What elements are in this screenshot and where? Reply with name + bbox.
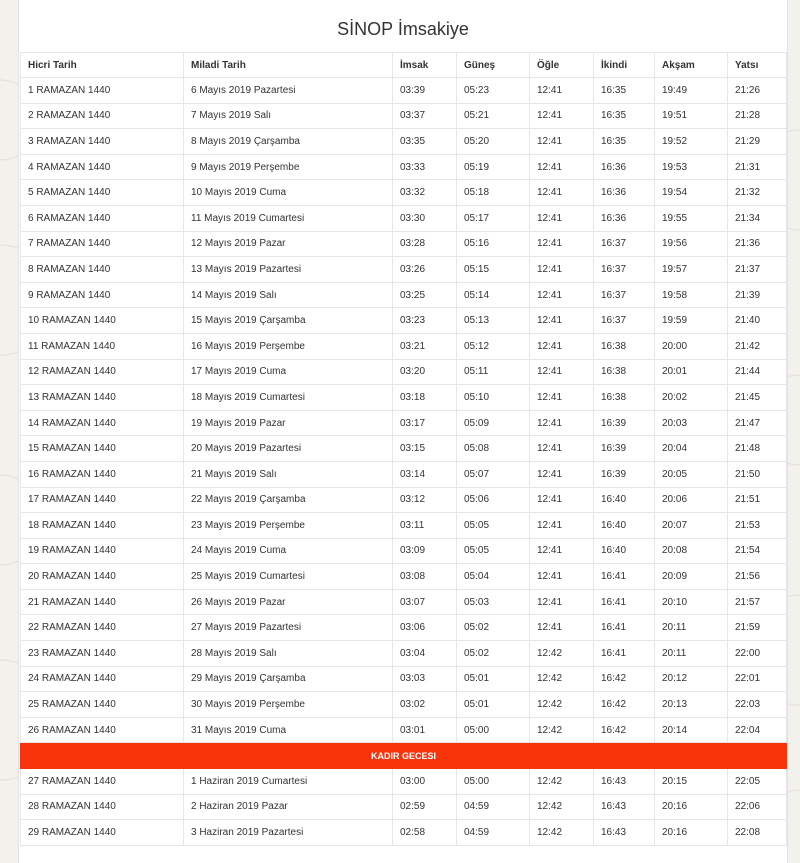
hicri-tarih-cell: 1 RAMAZAN 1440 [21, 78, 184, 104]
ikindi-cell: 16:40 [594, 513, 655, 539]
yatsi-cell: 21:54 [728, 538, 787, 564]
yatsi-cell: 21:40 [728, 308, 787, 334]
aksam-cell: 19:58 [655, 282, 728, 308]
hicri-tarih-cell: 16 RAMAZAN 1440 [21, 461, 184, 487]
gunes-cell: 04:59 [457, 820, 530, 846]
table-row [21, 513, 787, 539]
ikindi-cell: 16:43 [594, 769, 655, 795]
miladi-tarih-cell: 27 Mayıs 2019 Pazartesi [184, 615, 393, 641]
aksam-cell: 20:09 [655, 564, 728, 590]
hicri-tarih-cell: 5 RAMAZAN 1440 [21, 180, 184, 206]
imsakiye-panel [18, 0, 788, 863]
gunes-cell: 05:00 [457, 717, 530, 743]
kadir-gecesi-label: KADIR GECESI [21, 743, 787, 769]
ikindi-cell: 16:36 [594, 180, 655, 206]
gunes-cell: 05:03 [457, 589, 530, 615]
imsak-cell: 02:59 [393, 794, 457, 820]
ogle-cell: 12:41 [530, 78, 594, 104]
miladi-tarih-cell: 30 Mayıs 2019 Perşembe [184, 692, 393, 718]
ikindi-cell: 16:40 [594, 538, 655, 564]
table-row [21, 257, 787, 283]
aksam-cell: 20:13 [655, 692, 728, 718]
gunes-cell: 05:15 [457, 257, 530, 283]
ogle-cell: 12:41 [530, 205, 594, 231]
page-title: SİNOP İmsakiye [337, 19, 469, 39]
miladi-tarih-cell: 2 Haziran 2019 Pazar [184, 794, 393, 820]
table-row [21, 359, 787, 385]
miladi-tarih-cell: 3 Haziran 2019 Pazartesi [184, 820, 393, 846]
hicri-tarih-cell: 4 RAMAZAN 1440 [21, 154, 184, 180]
ikindi-cell: 16:37 [594, 231, 655, 257]
table-row [21, 487, 787, 513]
table-header-row [21, 53, 787, 78]
yatsi-cell: 21:56 [728, 564, 787, 590]
yatsi-cell: 21:31 [728, 154, 787, 180]
hicri-tarih-cell: 19 RAMAZAN 1440 [21, 538, 184, 564]
imsak-cell: 03:14 [393, 461, 457, 487]
miladi-tarih-cell: 10 Mayıs 2019 Cuma [184, 180, 393, 206]
table-row [21, 794, 787, 820]
hicri-tarih-cell: 27 RAMAZAN 1440 [21, 769, 184, 795]
imsak-cell: 02:58 [393, 820, 457, 846]
miladi-tarih-cell: 9 Mayıs 2019 Perşembe [184, 154, 393, 180]
yatsi-cell: 21:37 [728, 257, 787, 283]
miladi-tarih-cell: 14 Mayıs 2019 Salı [184, 282, 393, 308]
gunes-cell: 05:05 [457, 513, 530, 539]
aksam-cell: 20:16 [655, 794, 728, 820]
yatsi-cell: 21:42 [728, 333, 787, 359]
yatsi-cell: 21:29 [728, 129, 787, 155]
gunes-cell: 05:09 [457, 410, 530, 436]
gunes-cell: 05:12 [457, 333, 530, 359]
ogle-cell: 12:42 [530, 641, 594, 667]
table-row [21, 282, 787, 308]
header-ikindi: İkindi [594, 53, 655, 78]
gunes-cell: 05:13 [457, 308, 530, 334]
header-ogle: Öğle [530, 53, 594, 78]
miladi-tarih-cell: 31 Mayıs 2019 Cuma [184, 717, 393, 743]
header-hicri-tarih: Hicri Tarih [21, 53, 184, 78]
imsakiye-table [20, 52, 787, 846]
yatsi-cell: 22:01 [728, 666, 787, 692]
table-row [21, 641, 787, 667]
miladi-tarih-cell: 8 Mayıs 2019 Çarşamba [184, 129, 393, 155]
kadir-section [21, 743, 787, 769]
hicri-tarih-cell: 12 RAMAZAN 1440 [21, 359, 184, 385]
hicri-tarih-cell: 23 RAMAZAN 1440 [21, 641, 184, 667]
imsak-cell: 03:17 [393, 410, 457, 436]
imsak-cell: 03:03 [393, 666, 457, 692]
table-row [21, 103, 787, 129]
yatsi-cell: 22:03 [728, 692, 787, 718]
miladi-tarih-cell: 7 Mayıs 2019 Salı [184, 103, 393, 129]
gunes-cell: 05:23 [457, 78, 530, 104]
hicri-tarih-cell: 18 RAMAZAN 1440 [21, 513, 184, 539]
imsak-cell: 03:00 [393, 769, 457, 795]
yatsi-cell: 22:08 [728, 820, 787, 846]
ikindi-cell: 16:36 [594, 205, 655, 231]
miladi-tarih-cell: 13 Mayıs 2019 Pazartesi [184, 257, 393, 283]
ikindi-cell: 16:39 [594, 410, 655, 436]
kadir-gecesi-row [21, 743, 787, 769]
gunes-cell: 05:06 [457, 487, 530, 513]
hicri-tarih-cell: 2 RAMAZAN 1440 [21, 103, 184, 129]
imsak-cell: 03:30 [393, 205, 457, 231]
yatsi-cell: 22:00 [728, 641, 787, 667]
hicri-tarih-cell: 10 RAMAZAN 1440 [21, 308, 184, 334]
imsak-cell: 03:39 [393, 78, 457, 104]
gunes-cell: 05:01 [457, 692, 530, 718]
hicri-tarih-cell: 7 RAMAZAN 1440 [21, 231, 184, 257]
yatsi-cell: 22:04 [728, 717, 787, 743]
hicri-tarih-cell: 24 RAMAZAN 1440 [21, 666, 184, 692]
gunes-cell: 05:21 [457, 103, 530, 129]
hicri-tarih-cell: 26 RAMAZAN 1440 [21, 717, 184, 743]
gunes-cell: 05:05 [457, 538, 530, 564]
hicri-tarih-cell: 29 RAMAZAN 1440 [21, 820, 184, 846]
hicri-tarih-cell: 13 RAMAZAN 1440 [21, 385, 184, 411]
ogle-cell: 12:42 [530, 717, 594, 743]
aksam-cell: 20:15 [655, 769, 728, 795]
gunes-cell: 05:02 [457, 615, 530, 641]
imsak-cell: 03:20 [393, 359, 457, 385]
ikindi-cell: 16:38 [594, 333, 655, 359]
hicri-tarih-cell: 8 RAMAZAN 1440 [21, 257, 184, 283]
ogle-cell: 12:41 [530, 333, 594, 359]
imsak-cell: 03:06 [393, 615, 457, 641]
yatsi-cell: 21:39 [728, 282, 787, 308]
miladi-tarih-cell: 11 Mayıs 2019 Cumartesi [184, 205, 393, 231]
header-imsak: İmsak [393, 53, 457, 78]
aksam-cell: 19:57 [655, 257, 728, 283]
ikindi-cell: 16:37 [594, 282, 655, 308]
ogle-cell: 12:41 [530, 257, 594, 283]
miladi-tarih-cell: 12 Mayıs 2019 Pazar [184, 231, 393, 257]
miladi-tarih-cell: 19 Mayıs 2019 Pazar [184, 410, 393, 436]
yatsi-cell: 22:05 [728, 769, 787, 795]
yatsi-cell: 21:36 [728, 231, 787, 257]
aksam-cell: 20:16 [655, 820, 728, 846]
yatsi-cell: 21:45 [728, 385, 787, 411]
ikindi-cell: 16:42 [594, 692, 655, 718]
ikindi-cell: 16:43 [594, 794, 655, 820]
miladi-tarih-cell: 18 Mayıs 2019 Cumartesi [184, 385, 393, 411]
ogle-cell: 12:42 [530, 692, 594, 718]
header-miladi-tarih: Miladi Tarih [184, 53, 393, 78]
yatsi-cell: 21:34 [728, 205, 787, 231]
hicri-tarih-cell: 28 RAMAZAN 1440 [21, 794, 184, 820]
aksam-cell: 19:52 [655, 129, 728, 155]
hicri-tarih-cell: 22 RAMAZAN 1440 [21, 615, 184, 641]
table-row [21, 666, 787, 692]
ogle-cell: 12:41 [530, 538, 594, 564]
ogle-cell: 12:41 [530, 513, 594, 539]
gunes-cell: 05:20 [457, 129, 530, 155]
ogle-cell: 12:41 [530, 589, 594, 615]
table-row [21, 589, 787, 615]
imsak-cell: 03:15 [393, 436, 457, 462]
miladi-tarih-cell: 17 Mayıs 2019 Cuma [184, 359, 393, 385]
gunes-cell: 05:14 [457, 282, 530, 308]
hicri-tarih-cell: 11 RAMAZAN 1440 [21, 333, 184, 359]
yatsi-cell: 21:32 [728, 180, 787, 206]
miladi-tarih-cell: 26 Mayıs 2019 Pazar [184, 589, 393, 615]
aksam-cell: 19:54 [655, 180, 728, 206]
aksam-cell: 20:05 [655, 461, 728, 487]
imsak-cell: 03:08 [393, 564, 457, 590]
gunes-cell: 05:19 [457, 154, 530, 180]
hicri-tarih-cell: 25 RAMAZAN 1440 [21, 692, 184, 718]
imsak-cell: 03:25 [393, 282, 457, 308]
table-row [21, 820, 787, 846]
table-row [21, 333, 787, 359]
hicri-tarih-cell: 6 RAMAZAN 1440 [21, 205, 184, 231]
aksam-cell: 19:53 [655, 154, 728, 180]
imsak-cell: 03:09 [393, 538, 457, 564]
imsak-cell: 03:04 [393, 641, 457, 667]
table-row [21, 231, 787, 257]
miladi-tarih-cell: 28 Mayıs 2019 Salı [184, 641, 393, 667]
ogle-cell: 12:41 [530, 564, 594, 590]
aksam-cell: 20:08 [655, 538, 728, 564]
yatsi-cell: 21:48 [728, 436, 787, 462]
imsak-cell: 03:11 [393, 513, 457, 539]
ikindi-cell: 16:40 [594, 487, 655, 513]
ogle-cell: 12:41 [530, 129, 594, 155]
ikindi-cell: 16:42 [594, 717, 655, 743]
ogle-cell: 12:42 [530, 769, 594, 795]
miladi-tarih-cell: 25 Mayıs 2019 Cumartesi [184, 564, 393, 590]
aksam-cell: 20:06 [655, 487, 728, 513]
aksam-cell: 19:49 [655, 78, 728, 104]
miladi-tarih-cell: 20 Mayıs 2019 Pazartesi [184, 436, 393, 462]
aksam-cell: 20:11 [655, 615, 728, 641]
ogle-cell: 12:41 [530, 436, 594, 462]
imsak-cell: 03:18 [393, 385, 457, 411]
table-row [21, 538, 787, 564]
table-row [21, 308, 787, 334]
imsak-cell: 03:12 [393, 487, 457, 513]
gunes-cell: 05:16 [457, 231, 530, 257]
ogle-cell: 12:41 [530, 180, 594, 206]
ikindi-cell: 16:41 [594, 589, 655, 615]
table-row [21, 769, 787, 795]
ogle-cell: 12:41 [530, 103, 594, 129]
imsak-cell: 03:28 [393, 231, 457, 257]
yatsi-cell: 21:44 [728, 359, 787, 385]
yatsi-cell: 21:50 [728, 461, 787, 487]
ogle-cell: 12:41 [530, 359, 594, 385]
aksam-cell: 20:12 [655, 666, 728, 692]
ikindi-cell: 16:38 [594, 385, 655, 411]
aksam-cell: 19:51 [655, 103, 728, 129]
table-body-before [21, 78, 787, 743]
table-row [21, 564, 787, 590]
aksam-cell: 20:00 [655, 333, 728, 359]
aksam-cell: 19:55 [655, 205, 728, 231]
aksam-cell: 20:07 [655, 513, 728, 539]
imsak-cell: 03:23 [393, 308, 457, 334]
yatsi-cell: 21:59 [728, 615, 787, 641]
ikindi-cell: 16:37 [594, 308, 655, 334]
gunes-cell: 05:01 [457, 666, 530, 692]
miladi-tarih-cell: 24 Mayıs 2019 Cuma [184, 538, 393, 564]
hicri-tarih-cell: 17 RAMAZAN 1440 [21, 487, 184, 513]
ikindi-cell: 16:42 [594, 666, 655, 692]
gunes-cell: 05:18 [457, 180, 530, 206]
table-row [21, 180, 787, 206]
miladi-tarih-cell: 29 Mayıs 2019 Çarşamba [184, 666, 393, 692]
ikindi-cell: 16:37 [594, 257, 655, 283]
imsak-cell: 03:33 [393, 154, 457, 180]
imsak-cell: 03:01 [393, 717, 457, 743]
hicri-tarih-cell: 15 RAMAZAN 1440 [21, 436, 184, 462]
miladi-tarih-cell: 1 Haziran 2019 Cumartesi [184, 769, 393, 795]
gunes-cell: 05:08 [457, 436, 530, 462]
imsak-cell: 03:32 [393, 180, 457, 206]
ikindi-cell: 16:38 [594, 359, 655, 385]
aksam-cell: 20:14 [655, 717, 728, 743]
header-yatsi: Yatsı [728, 53, 787, 78]
imsak-cell: 03:37 [393, 103, 457, 129]
table-body-after [21, 769, 787, 846]
ikindi-cell: 16:41 [594, 615, 655, 641]
gunes-cell: 05:00 [457, 769, 530, 795]
imsak-cell: 03:35 [393, 129, 457, 155]
table-row [21, 461, 787, 487]
imsak-cell: 03:21 [393, 333, 457, 359]
gunes-cell: 05:10 [457, 385, 530, 411]
aksam-cell: 20:01 [655, 359, 728, 385]
ikindi-cell: 16:35 [594, 129, 655, 155]
ikindi-cell: 16:39 [594, 436, 655, 462]
yatsi-cell: 21:47 [728, 410, 787, 436]
gunes-cell: 05:11 [457, 359, 530, 385]
ogle-cell: 12:41 [530, 231, 594, 257]
ogle-cell: 12:41 [530, 487, 594, 513]
table-row [21, 436, 787, 462]
ogle-cell: 12:41 [530, 154, 594, 180]
table-row [21, 154, 787, 180]
hicri-tarih-cell: 9 RAMAZAN 1440 [21, 282, 184, 308]
gunes-cell: 05:02 [457, 641, 530, 667]
table-row [21, 129, 787, 155]
ikindi-cell: 16:36 [594, 154, 655, 180]
table-row [21, 78, 787, 104]
gunes-cell: 05:07 [457, 461, 530, 487]
ogle-cell: 12:42 [530, 666, 594, 692]
yatsi-cell: 21:53 [728, 513, 787, 539]
hicri-tarih-cell: 20 RAMAZAN 1440 [21, 564, 184, 590]
ikindi-cell: 16:41 [594, 641, 655, 667]
ogle-cell: 12:42 [530, 820, 594, 846]
ikindi-cell: 16:35 [594, 78, 655, 104]
table-row [21, 205, 787, 231]
aksam-cell: 19:56 [655, 231, 728, 257]
yatsi-cell: 21:51 [728, 487, 787, 513]
hicri-tarih-cell: 3 RAMAZAN 1440 [21, 129, 184, 155]
ogle-cell: 12:42 [530, 794, 594, 820]
hicri-tarih-cell: 14 RAMAZAN 1440 [21, 410, 184, 436]
gunes-cell: 05:17 [457, 205, 530, 231]
aksam-cell: 20:04 [655, 436, 728, 462]
ogle-cell: 12:41 [530, 461, 594, 487]
ogle-cell: 12:41 [530, 385, 594, 411]
aksam-cell: 20:02 [655, 385, 728, 411]
gunes-cell: 04:59 [457, 794, 530, 820]
table-row [21, 410, 787, 436]
miladi-tarih-cell: 16 Mayıs 2019 Perşembe [184, 333, 393, 359]
miladi-tarih-cell: 23 Mayıs 2019 Perşembe [184, 513, 393, 539]
table-row [21, 615, 787, 641]
imsak-cell: 03:07 [393, 589, 457, 615]
aksam-cell: 20:03 [655, 410, 728, 436]
yatsi-cell: 21:28 [728, 103, 787, 129]
imsak-cell: 03:26 [393, 257, 457, 283]
aksam-cell: 20:10 [655, 589, 728, 615]
table-row [21, 385, 787, 411]
gunes-cell: 05:04 [457, 564, 530, 590]
miladi-tarih-cell: 15 Mayıs 2019 Çarşamba [184, 308, 393, 334]
ikindi-cell: 16:43 [594, 820, 655, 846]
ogle-cell: 12:41 [530, 282, 594, 308]
aksam-cell: 20:11 [655, 641, 728, 667]
ogle-cell: 12:41 [530, 615, 594, 641]
yatsi-cell: 22:06 [728, 794, 787, 820]
header-aksam: Akşam [655, 53, 728, 78]
aksam-cell: 19:59 [655, 308, 728, 334]
ikindi-cell: 16:39 [594, 461, 655, 487]
miladi-tarih-cell: 22 Mayıs 2019 Çarşamba [184, 487, 393, 513]
ogle-cell: 12:41 [530, 308, 594, 334]
ikindi-cell: 16:35 [594, 103, 655, 129]
hicri-tarih-cell: 21 RAMAZAN 1440 [21, 589, 184, 615]
yatsi-cell: 21:57 [728, 589, 787, 615]
table-row [21, 692, 787, 718]
miladi-tarih-cell: 6 Mayıs 2019 Pazartesi [184, 78, 393, 104]
yatsi-cell: 21:26 [728, 78, 787, 104]
miladi-tarih-cell: 21 Mayıs 2019 Salı [184, 461, 393, 487]
ikindi-cell: 16:41 [594, 564, 655, 590]
imsak-cell: 03:02 [393, 692, 457, 718]
table-row [21, 717, 787, 743]
header-gunes: Güneş [457, 53, 530, 78]
ogle-cell: 12:41 [530, 410, 594, 436]
